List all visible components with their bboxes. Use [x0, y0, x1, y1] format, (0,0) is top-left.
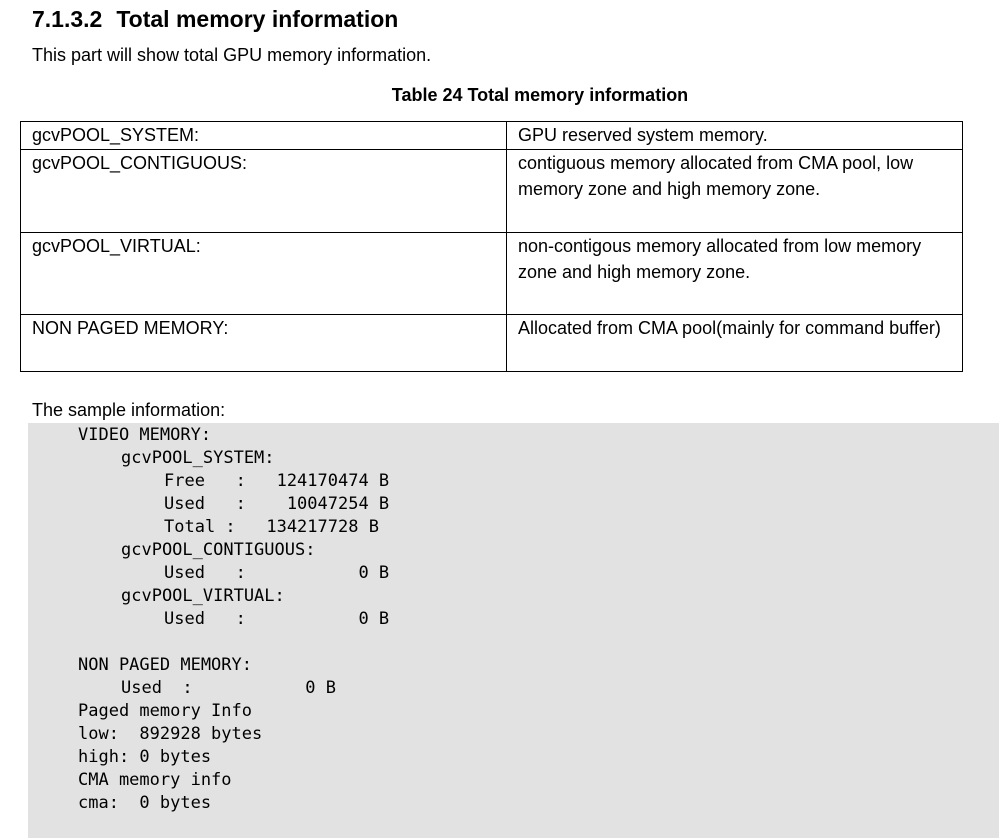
- code-line-video-memory: VIDEO MEMORY:: [78, 425, 212, 445]
- sample-code-block: [28, 423, 999, 838]
- code-line-contiguous-pool: gcvPOOL_CONTIGUOUS:: [121, 540, 316, 560]
- section-heading: [32, 4, 398, 34]
- code-line-system-pool: gcvPOOL_SYSTEM:: [121, 448, 275, 468]
- code-line-cma-info: CMA memory info: [78, 770, 232, 790]
- sample-label: The sample information:: [32, 400, 226, 420]
- code-line-virtual-pool: gcvPOOL_VIRTUAL:: [121, 586, 285, 606]
- code-line-system-free: Free : 124170474 B: [164, 471, 390, 491]
- table-row: [21, 122, 963, 150]
- row-description: contiguous memory allocated from CMA pool, low memory zone and high memory zone.: [507, 150, 963, 233]
- code-line-virtual-used: Used : 0 B: [164, 609, 390, 629]
- row-description: non-contigous memory allocated from low memory zone and high memory zone.: [507, 233, 963, 315]
- code-line-paged-high: high: 0 bytes: [78, 747, 212, 767]
- table-caption: Table 24 Total memory information: [391, 85, 689, 105]
- code-line-non-paged: NON PAGED MEMORY:: [78, 655, 252, 675]
- section-title: Total memory information: [116, 6, 399, 32]
- row-key: gcvPOOL_CONTIGUOUS:: [21, 150, 507, 233]
- code-line-paged-low: low: 892928 bytes: [78, 724, 263, 744]
- memory-info-table: [20, 121, 963, 372]
- code-line-cma-value: cma: 0 bytes: [78, 793, 212, 813]
- table-row: [21, 315, 963, 372]
- row-description: Allocated from CMA pool(mainly for command buffer): [507, 315, 963, 372]
- code-line-paged-info: Paged memory Info: [78, 701, 252, 721]
- section-intro: This part will show total GPU memory information.: [32, 45, 432, 65]
- row-key: NON PAGED MEMORY:: [21, 315, 507, 372]
- table-row: [21, 233, 963, 315]
- code-line-system-used: Used : 10047254 B: [164, 494, 390, 514]
- code-line-non-paged-used: Used : 0 B: [121, 678, 336, 698]
- table-row: [21, 150, 963, 233]
- row-description: GPU reserved system memory.: [507, 122, 963, 150]
- row-key: gcvPOOL_SYSTEM:: [21, 122, 507, 150]
- section-number: 7.1.3.2: [32, 6, 103, 32]
- code-line-contiguous-used: Used : 0 B: [164, 563, 390, 583]
- row-key: gcvPOOL_VIRTUAL:: [21, 233, 507, 315]
- code-line-system-total: Total : 134217728 B: [164, 517, 379, 537]
